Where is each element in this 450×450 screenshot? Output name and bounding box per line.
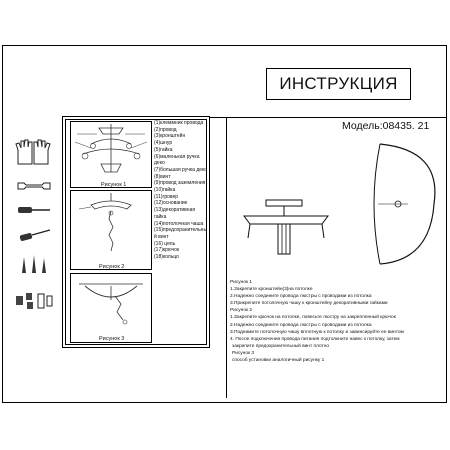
screwdriver-diagonal-icon [18,226,52,244]
figure-3-box [70,273,152,343]
list-item: (5)гайка [154,146,173,153]
list-item: (17)крючок [154,247,180,254]
instruction-line: 4. После подключения провода питания подтолкните навес к потолку, затем [230,336,400,342]
list-item: (8)винт [154,173,171,180]
model-number: Модель:08435. 21 [342,120,430,132]
list-item: деко [154,160,165,167]
instruction-line: 3.Прикрепите потолочную чашу к кронштейну декоративными гайками [230,301,388,307]
instruction-text [230,279,442,364]
instruction-line: 1.Закрепите крючок на потолке, повесьте люстру на закрепленный крючок [230,315,396,321]
page-title: ИНСТРУКЦИЯ [279,74,398,93]
figure-2-box [70,190,152,270]
instruction-line: 2.Надежно соедините провода люстры с проводами из потолка [230,322,372,328]
header-divider [210,117,447,118]
instruction-line: 1.Закрепите кронштейн(3)на потолке [230,287,313,293]
list-item: (7)большая ручка деко [154,166,208,173]
instruction-line: закрепите предохранительный винт плотно [232,343,330,349]
screwdriver-icon [16,204,52,216]
list-item: (3)кронштейн [154,133,186,140]
column-divider [226,118,227,398]
title-box [266,68,411,100]
parts-list [154,120,214,261]
list-item: (4)шнур [154,140,173,147]
list-item: й винт [154,233,169,240]
instruction-line: 3.Поднимите потолочную чашу вплотную к потолку и завинсируйте ее винтом [230,329,404,335]
list-item: (14)потолочная чаша [154,220,204,227]
hook-mount-diagram [71,191,151,263]
instruction-heading: Рисунок 1 [230,280,253,285]
list-item: (16) цепь [154,240,176,247]
figure-1-label: Рисунок 1 [101,182,127,188]
list-item: (9)провод заземления [154,180,206,187]
instruction-line: способ установки аналогичный рисунку 1 [232,358,325,364]
list-item: (18)кольцо [154,254,179,261]
product-side-view [238,198,338,260]
tools-column [10,118,55,358]
instruction-heading: Рисунок 3 [232,350,255,356]
list-item: (10)гайка [154,187,176,194]
gloves-icon [14,138,52,166]
instruction-heading: Рисунок 2 [230,308,253,314]
chandelier-diagram [71,122,151,182]
list-item: (6)маленькая ручка [154,153,200,160]
list-item: (13)декоративная [154,207,196,214]
screws-icon [18,253,52,275]
figure-2-label: Рисунок 2 [99,264,125,270]
list-item: гайка [154,213,167,220]
list-item: (12)основание [154,200,188,207]
wrench-icon [16,180,52,192]
list-item: (15)предохранительны [154,227,208,234]
instruction-line: 2.Надежно соедините провода люстры с проводами из потолка [230,294,372,300]
ceiling-bowl-diagram [71,274,151,336]
product-front-view [350,140,440,270]
figure-1-box [70,121,152,188]
list-item: (11)гровер [154,193,179,200]
list-item: (2)провод [154,126,177,133]
list-item: (1)клеммник провода [154,120,204,126]
figure-3-label: Рисунок 3 [99,336,125,342]
fasteners-icon [14,290,54,312]
